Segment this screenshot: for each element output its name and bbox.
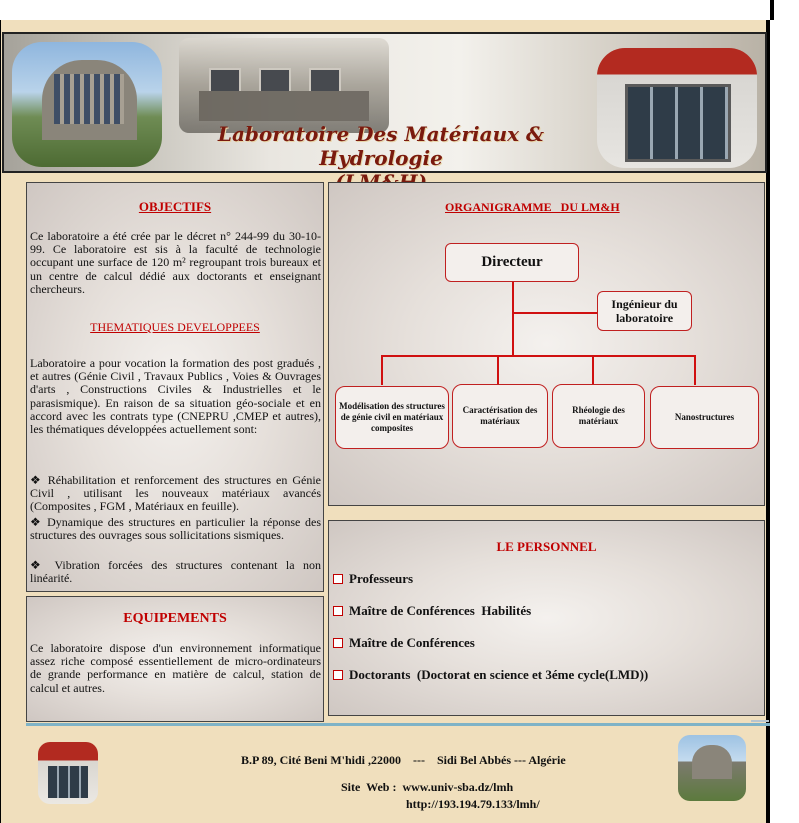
themes-intro-text: Laboratoire a pour vocation la formation des post gradués , et autres (Génie Civil , Travaux Publics , Voies & Ouvrages d'arts , Constructions Civiles & Industrielles et le parasismique). En raison de sa situation géo-sociale et en accord avec les contrats type (CNEPRU ,CMEP et autres), les thématiques développées actuellement sont:	[30, 356, 321, 437]
objectifs-text: Ce laboratoire a été crée par le décret n° 244-99 du 30-10-99. Ce laboratoire est sis à la faculté de technologie occupant une surface de 120 m² regroupant trois bureaux et un centre de calcul dédié aux doctorants et enseignant chercheurs.	[30, 229, 321, 296]
footer-site-label[interactable]: Site Web : www.univ-sba.dz/lmh	[341, 780, 514, 794]
square-bullet-icon	[333, 670, 343, 680]
list-item: Maître de Conférences Habilités	[333, 603, 531, 619]
footer-site-url[interactable]: http://193.194.79.133/lmh/	[406, 797, 540, 811]
footer-address: B.P 89, Cité Beni M'hidi ,22000 --- Sidi Bel Abbés --- Algérie	[241, 753, 566, 767]
connector-line	[381, 355, 695, 357]
theme-item: ❖ Dynamique des structures en particulier la réponse des structures des ouvrages sous sollicitations sismiques.	[30, 515, 321, 543]
entrance-photo-right	[597, 48, 757, 168]
personnel-panel	[328, 520, 765, 716]
footer-building-photo	[678, 735, 746, 801]
organigramme-title: ORGANIGRAMME DU LM&H	[445, 200, 620, 214]
list-item: Professeurs	[333, 571, 413, 587]
divider	[751, 720, 769, 722]
footer-divider	[26, 723, 770, 726]
building-photo-left	[12, 42, 162, 167]
top-bar	[0, 0, 774, 20]
equipements-panel	[26, 596, 324, 722]
connector-line	[694, 355, 696, 385]
connector-line	[497, 355, 499, 385]
personnel-title: LE PERSONNEL	[496, 539, 597, 554]
square-bullet-icon	[333, 606, 343, 616]
themes-title: THEMATIQUES DEVELOPPEES	[90, 320, 260, 334]
equipements-title: EQUIPEMENTS	[123, 611, 227, 626]
engineer-box: Ingénieur du laboratoire	[597, 291, 692, 331]
footer-entrance-photo	[38, 742, 98, 804]
unit-box-nanostructures: Nanostructures	[650, 386, 759, 449]
connector-line	[381, 355, 383, 385]
list-item: Doctorants (Doctorat en science et 3éme cycle(LMD))	[333, 667, 648, 683]
theme-item: ❖ Vibration forcées des structures contenant la non linéarité.	[30, 558, 321, 586]
unit-box-rheologie: Rhéologie des matériaux	[552, 384, 645, 448]
equipements-text: Ce laboratoire dispose d'un environnement informatique assez riche composé essentiellement de micro-ordinateurs de grande performance en matière de calcul, station de calcul et autres.	[30, 641, 321, 695]
objectifs-panel	[26, 182, 324, 592]
lab-name: Laboratoire Des Matériaux & Hydrologie	[217, 122, 545, 170]
unit-box-caracterisation: Caractérisation des matériaux	[452, 384, 548, 448]
connector-line	[512, 312, 598, 314]
unit-box-modelisation: Modélisation des structures de génie civil en matériaux composites	[335, 386, 449, 449]
organigramme-panel	[328, 182, 765, 506]
header-banner	[2, 32, 767, 173]
director-box: Directeur	[445, 243, 579, 282]
square-bullet-icon	[333, 574, 343, 584]
square-bullet-icon	[333, 638, 343, 648]
connector-line	[512, 282, 514, 357]
connector-line	[592, 355, 594, 385]
computer-room-photo	[179, 38, 389, 133]
list-item: Maître de Conférences	[333, 635, 475, 651]
objectifs-title: OBJECTIFS	[138, 199, 212, 214]
theme-item: ❖ Réhabilitation et renforcement des structures en Génie Civil , utilisant les nouveaux matériaux avancés (Composites , FGM , Matériaux en feuille).	[30, 473, 321, 514]
